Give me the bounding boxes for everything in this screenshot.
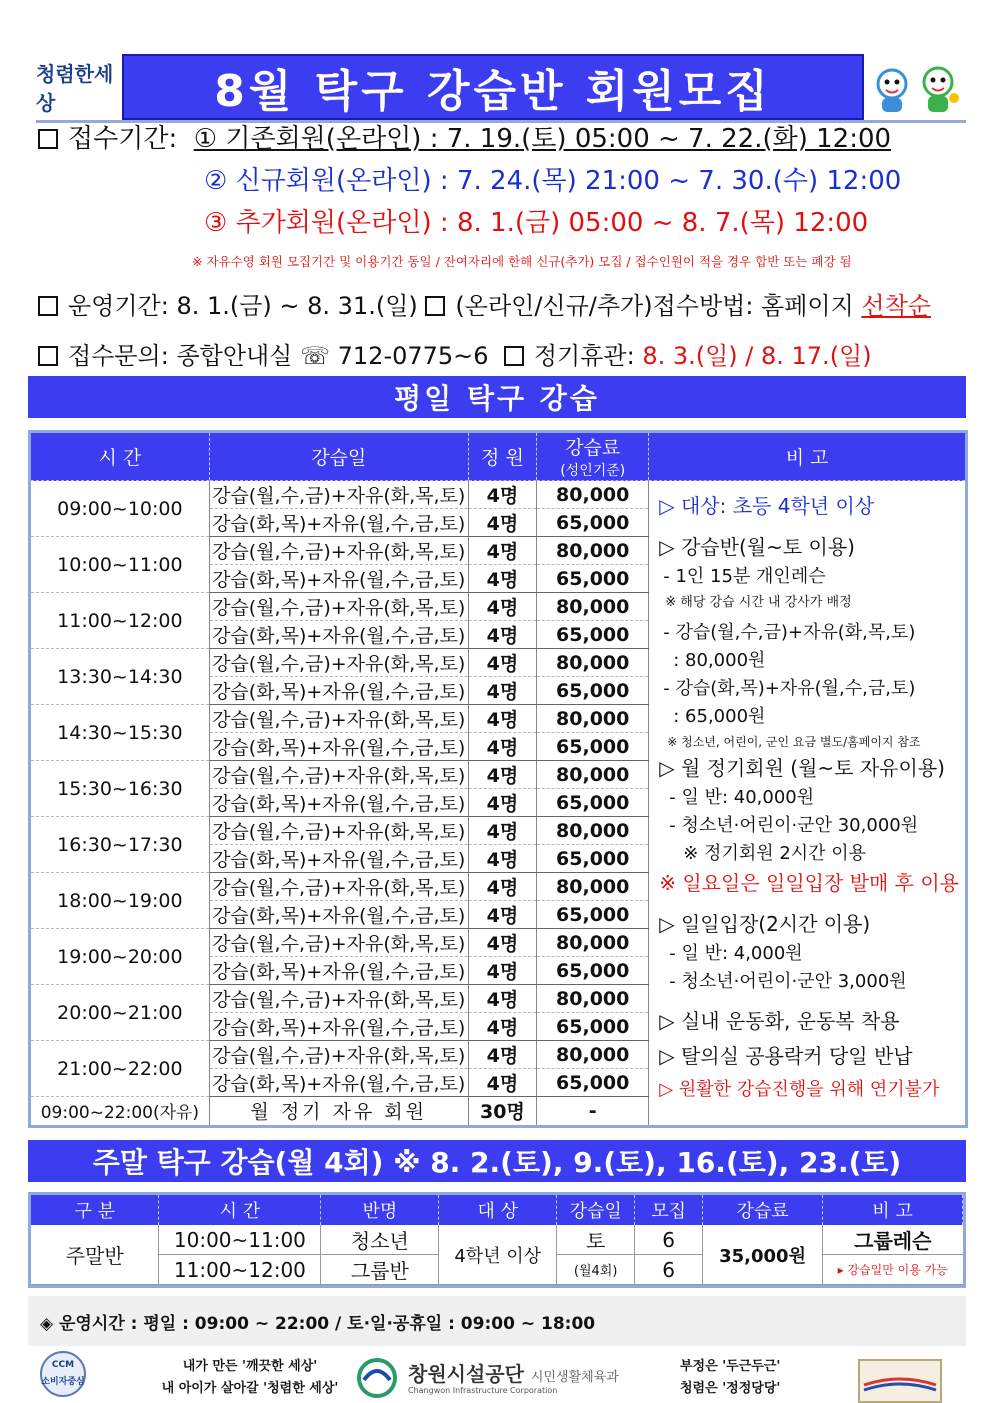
remark-line: - 일 반: 4,000원 <box>669 942 803 964</box>
weekend-day-sub: (월4회) <box>557 1255 635 1285</box>
time-slot: 18:00~19:00 <box>31 873 209 929</box>
remarks-panel <box>649 481 965 1125</box>
weekend-col: 대 상 <box>439 1195 557 1225</box>
ccm-badge: CCM 소비자중심 <box>36 1350 92 1400</box>
fee: 65,000 <box>537 957 649 985</box>
time-slot: 20:00~21:00 <box>31 985 209 1041</box>
remark-line: ▷ 일일입장(2시간 이용) <box>659 911 871 936</box>
schedule-days: 강습(월,수,금)+자유(화,목,토) <box>209 1041 468 1069</box>
col-days: 강습일 <box>209 433 468 481</box>
fee: 65,000 <box>537 789 649 817</box>
motto: 부정은 '두근두근' 청렴은 '정정당당' <box>680 1359 781 1396</box>
fee: 65,000 <box>537 1069 649 1097</box>
page-title: 8월 탁구 강습반 회원모집 <box>122 54 864 120</box>
schedule-days: 강습(월,수,금)+자유(화,목,토) <box>209 985 468 1013</box>
capacity: 4명 <box>468 565 537 593</box>
fee: 80,000 <box>537 705 649 733</box>
org-icon <box>354 1356 400 1400</box>
checkbox-icon <box>38 346 58 366</box>
capacity: 4명 <box>468 901 537 929</box>
schedule-days: 강습(월,수,금)+자유(화,목,토) <box>209 929 468 957</box>
schedule-days: 강습(월,수,금)+자유(화,목,토) <box>209 481 468 509</box>
weekday-table <box>28 430 968 1128</box>
fee: 65,000 <box>537 733 649 761</box>
schedule-days: 강습(화,목)+자유(월,수,금,토) <box>209 901 468 929</box>
fee: 65,000 <box>537 677 649 705</box>
capacity: 4명 <box>468 509 537 537</box>
fee: 65,000 <box>537 845 649 873</box>
col-capacity: 정 원 <box>468 433 537 481</box>
remark-line: ▷ 대상: 초등 4학년 이상 <box>659 494 875 518</box>
schedule-days: 강습(월,수,금)+자유(화,목,토) <box>209 593 468 621</box>
registration-period-3: ③ 추가회원(온라인) : 8. 1.(금) 05:00 ~ 8. 7.(목) 12:00 <box>204 208 869 238</box>
schedule-days: 강습(화,목)+자유(월,수,금,토) <box>209 621 468 649</box>
schedule-days: 강습(월,수,금)+자유(화,목,토) <box>209 537 468 565</box>
capacity: 4명 <box>468 957 537 985</box>
fee: 80,000 <box>537 985 649 1013</box>
remark-line: ▷ 강습반(월~토 이용) <box>659 535 855 559</box>
operating-hours: ◈ 운영시간 : 평일 : 09:00 ~ 22:00 / 토·일·공휴일 : 09:00 ~ 18:00 <box>28 1296 966 1346</box>
remark-line: ▷ 월 정기회원 (월~토 자유이용) <box>659 756 945 781</box>
free-fee: - <box>537 1097 649 1125</box>
time-slot: 15:30~16:30 <box>31 761 209 817</box>
schedule-days: 강습(화,목)+자유(월,수,금,토) <box>209 789 468 817</box>
remark-line: ▷ 탈의실 공용락커 당일 반납 <box>659 1043 913 1068</box>
capacity: 4명 <box>468 621 537 649</box>
fee: 80,000 <box>537 761 649 789</box>
weekend-name-2: 그룹반 <box>321 1255 439 1285</box>
remark-line: ※ 청소년, 어린이, 군인 요금 별도/홈페이지 참조 <box>667 734 921 749</box>
capacity: 4명 <box>468 649 537 677</box>
time-slot: 21:00~22:00 <box>31 1041 209 1097</box>
inquiry-line: 접수문의: 종합안내실 ☏ 712-0775~6 정기휴관: 8. 3.(일) / 8. 17.(일) <box>38 344 872 368</box>
slogan: 내가 만든 '깨끗한 세상' 내 아이가 살아갈 '청렴한 세상' <box>161 1359 339 1396</box>
time-slot: 11:00~12:00 <box>31 593 209 649</box>
capacity: 4명 <box>468 537 537 565</box>
col-time: 시 간 <box>31 433 209 481</box>
weekend-col: 강습료 <box>703 1195 823 1225</box>
operating-period: 운영기간: 8. 1.(금) ~ 8. 31.(일) (온라인/신규/추가)접수방법: 홈페이지 선착순 <box>38 294 931 318</box>
remark-line: ▷ 실내 운동화, 운동복 착용 <box>659 1008 900 1033</box>
org-logo: 창원시설공단 시민생활체육과 Changwon Infrastructure Corporation <box>354 1356 644 1403</box>
weekend-name-1: 청소년 <box>321 1225 439 1255</box>
capacity: 4명 <box>468 817 537 845</box>
checkbox-icon <box>38 296 58 316</box>
weekend-recruit-1: 6 <box>635 1225 703 1255</box>
fee: 65,000 <box>537 1013 649 1041</box>
schedule-days: 강습(화,목)+자유(월,수,금,토) <box>209 733 468 761</box>
registration-period-1: 접수기간: ① 기존회원(온라인) : 7. 19.(토) 05:00 ~ 7. 22.(화) 12:00 <box>38 126 891 152</box>
fee: 80,000 <box>537 929 649 957</box>
remark-line: - 강습(월,수,금)+자유(화,목,토) <box>663 622 916 644</box>
schedule-days: 강습(화,목)+자유(월,수,금,토) <box>209 509 468 537</box>
city-logo: 청렴한세상 <box>36 62 114 115</box>
remark-line: - 청소년·어린이·군안 3,000원 <box>669 970 907 992</box>
capacity: 4명 <box>468 593 537 621</box>
weekend-col: 모집 <box>635 1195 703 1225</box>
capacity: 4명 <box>468 985 537 1013</box>
capacity: 4명 <box>468 1013 537 1041</box>
weekend-time-2: 11:00~12:00 <box>159 1255 321 1285</box>
time-slot: 16:30~17:30 <box>31 817 209 873</box>
fee: 65,000 <box>537 509 649 537</box>
weekend-target: 4학년 이상 <box>439 1225 557 1285</box>
schedule-days: 강습(월,수,금)+자유(화,목,토) <box>209 649 468 677</box>
remark-line: - 1인 15분 개인레슨 <box>663 566 826 587</box>
fee: 80,000 <box>537 817 649 845</box>
schedule-row <box>31 481 965 509</box>
weekend-remark: 그룹레슨 <box>823 1225 963 1255</box>
weekend-recruit-2: 6 <box>635 1255 703 1285</box>
capacity: 4명 <box>468 705 537 733</box>
weekend-col: 시 간 <box>159 1195 321 1225</box>
registration-note: ※ 자유수영 회원 모집기간 및 이용기간 동일 / 잔여자리에 한해 신규(추가) 모집 / 접수인원이 적을 경우 합반 또는 폐강 됨 <box>192 254 852 269</box>
time-slot: 10:00~11:00 <box>31 537 209 593</box>
capacity: 4명 <box>468 789 537 817</box>
capacity: 4명 <box>468 845 537 873</box>
col-fee: 강습료 (성인기준) <box>537 433 649 481</box>
col-remarks: 비 고 <box>649 433 965 481</box>
free-capacity: 30명 <box>468 1097 537 1125</box>
schedule-days: 강습(화,목)+자유(월,수,금,토) <box>209 845 468 873</box>
capacity: 4명 <box>468 677 537 705</box>
weekend-day: 토 <box>557 1225 635 1255</box>
weekend-banner: 주말 탁구 강습(월 4회) ※ 8. 2.(토), 9.(토), 16.(토), 23.(토) <box>28 1140 966 1182</box>
weekend-col: 강습일 <box>557 1195 635 1225</box>
weekend-col: 반명 <box>321 1195 439 1225</box>
schedule-days: 강습(화,목)+자유(월,수,금,토) <box>209 1069 468 1097</box>
capacity: 4명 <box>468 481 537 509</box>
capacity: 4명 <box>468 733 537 761</box>
weekend-col: 비 고 <box>823 1195 963 1225</box>
fee: 80,000 <box>537 593 649 621</box>
time-slot: 19:00~20:00 <box>31 929 209 985</box>
schedule-days: 강습(월,수,금)+자유(화,목,토) <box>209 705 468 733</box>
mascot-icon <box>868 58 962 118</box>
weekend-table <box>28 1192 966 1288</box>
time-slot: 13:30~14:30 <box>31 649 209 705</box>
fee: 80,000 <box>537 649 649 677</box>
capacity: 4명 <box>468 1069 537 1097</box>
weekend-col: 구 분 <box>31 1195 159 1225</box>
remark-line: - 청소년·어린이·군안 30,000원 <box>669 815 919 837</box>
fee: 80,000 <box>537 537 649 565</box>
weekday-banner: 평일 탁구 강습 <box>28 376 966 418</box>
header-divider <box>36 120 966 123</box>
schedule-days: 강습(화,목)+자유(월,수,금,토) <box>209 957 468 985</box>
capacity: 4명 <box>468 873 537 901</box>
capacity: 4명 <box>468 929 537 957</box>
fee: 80,000 <box>537 873 649 901</box>
free-time: 09:00~22:00(자유) <box>31 1097 209 1125</box>
remark-line: : 80,000원 <box>673 649 766 671</box>
time-slot: 09:00~10:00 <box>31 481 209 537</box>
certificate-icon <box>858 1356 942 1403</box>
remark-line: ※ 정기회원 2시간 이용 <box>683 842 867 864</box>
free-days: 월 정기 자유 회원 <box>209 1097 468 1125</box>
schedule-days: 강습(화,목)+자유(월,수,금,토) <box>209 565 468 593</box>
weekend-class: 주말반 <box>31 1225 159 1285</box>
weekend-fee: 35,000원 <box>703 1225 823 1285</box>
remark-line: ▷ 원활한 강습진행을 위해 연기불가 <box>659 1078 940 1100</box>
fee: 80,000 <box>537 481 649 509</box>
remark-line: - 강습(화,목)+자유(월,수,금,토) <box>663 677 916 699</box>
time-slot: 14:30~15:30 <box>31 705 209 761</box>
weekend-remark-sub: ▸ 강습일만 이용 가능 <box>823 1255 963 1285</box>
schedule-days: 강습(월,수,금)+자유(화,목,토) <box>209 873 468 901</box>
capacity: 4명 <box>468 761 537 789</box>
schedule-days: 강습(화,목)+자유(월,수,금,토) <box>209 1013 468 1041</box>
fee: 80,000 <box>537 1041 649 1069</box>
remark-line: - 일 반: 40,000원 <box>669 787 815 809</box>
fee: 65,000 <box>537 901 649 929</box>
registration-period-2: ② 신규회원(온라인) : 7. 24.(목) 21:00 ~ 7. 30.(수) 12:00 <box>204 166 902 196</box>
checkbox-icon <box>425 296 445 316</box>
checkbox-icon <box>38 129 58 149</box>
fee: 65,000 <box>537 621 649 649</box>
schedule-days: 강습(월,수,금)+자유(화,목,토) <box>209 817 468 845</box>
schedule-days: 강습(화,목)+자유(월,수,금,토) <box>209 677 468 705</box>
capacity: 4명 <box>468 1041 537 1069</box>
weekend-time-1: 10:00~11:00 <box>159 1225 321 1255</box>
schedule-days: 강습(월,수,금)+자유(화,목,토) <box>209 761 468 789</box>
remark-line: ※ 일요일은 일일입장 발매 후 이용 <box>659 870 959 895</box>
remark-line: : 65,000원 <box>673 705 766 727</box>
remark-line: ※ 해당 강습 시간 내 강사가 배정 <box>665 594 852 610</box>
checkbox-icon <box>504 346 524 366</box>
fee: 65,000 <box>537 565 649 593</box>
